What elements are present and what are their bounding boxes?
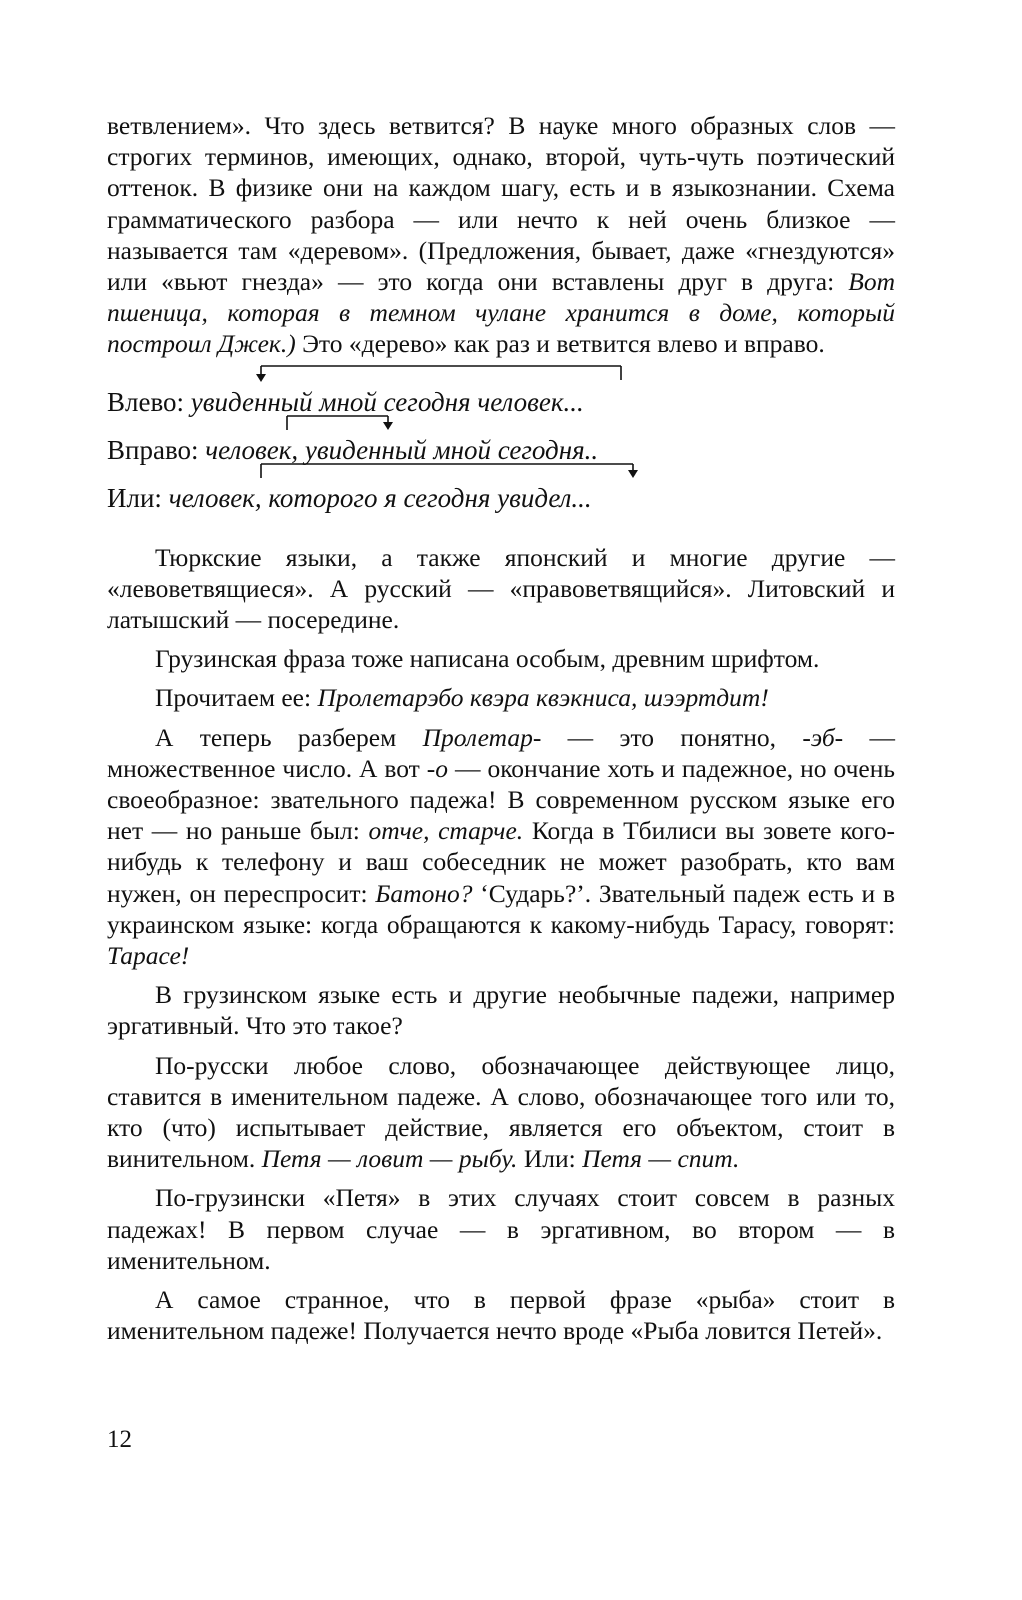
example-label: Или:	[107, 482, 169, 513]
italic-run: -эб-	[802, 722, 844, 752]
italic-run: Батоно?	[375, 878, 473, 908]
example-label: Вправо:	[107, 434, 206, 465]
text-run: А теперь разберем	[155, 722, 423, 752]
page-number: 12	[107, 1426, 132, 1453]
text-run: Когда в Тбилиси вы зовете кого-нибудь к телефону и ваш собеседник не может разобрать, кто вам нужен, он переспросит:	[107, 816, 895, 908]
example-phrase: человек, увиденный мной сегодня..	[205, 434, 599, 465]
paragraph-8: По-грузински «Петя» в этих случаях стоит совсем в разных падежах! В первом случае — в эргативном, во втором — в именительном.	[107, 1183, 895, 1275]
text-run: ветвлением». Что здесь ветвится? В науке много образных слов — строгих терминов, имеющих, однако, второй, чуть-чуть поэтический оттенок. В физике они на каждом шагу, есть и в языкознании. Схема грамматического разбора — или нечто к ней очень близкое — называется там «деревом». (Предложения, бывает, даже «гнездуются» или «вьют гнезда» — это когда они вставлены друг в друга:	[107, 111, 895, 297]
paragraph-5	[107, 722, 895, 972]
text-run: — множественное число. А вот	[107, 722, 895, 783]
paragraph-1	[107, 110, 895, 360]
example-phrase: увиденный мной сегодня человек...	[190, 386, 584, 417]
text-run: Или:	[517, 1144, 583, 1174]
italic-georgian-phrase: Пролетарэбо квэра квэкниса, шээртдит!	[317, 683, 769, 713]
text-run: ‘Сударь?’. Звательный падеж есть и в украинском языке: когда обращаются к какому-нибудь Тарасу, говорят:	[107, 878, 895, 939]
italic-example-jack: Вот пшеница, которая в темном чулане хранится в доме, который построил Джек.)	[107, 267, 895, 359]
paragraph-2: Тюркские языки, а также японский и многие другие — «левоветвящиеся». А русский — «правоветвящийся». Литовский и латышский — посередине.	[107, 542, 895, 635]
paragraph-6: В грузинском языке есть и другие необычные падежи, например эргативный. Что это такое?	[107, 980, 895, 1041]
text-run: — это понятно,	[541, 722, 803, 752]
paragraph-4	[107, 682, 895, 713]
branch-bracket-relative	[107, 460, 895, 486]
italic-run: отче, старче.	[368, 816, 524, 846]
example-relative-clause	[107, 474, 895, 522]
italic-run: -о	[426, 753, 449, 783]
branching-examples	[107, 378, 895, 522]
page-body	[107, 110, 895, 1347]
branch-bracket-left	[107, 364, 895, 390]
text-run: По-русски любое слово, обозначающее действующее лицо, ставится в именительном падеже. А слово, обозначающее того или то, кто (что) испытывает действие, является его объектом, стоит в винительном.	[107, 1050, 895, 1174]
text-run: — окончание хоть и падежное, но очень своеобразное: звательного падежа! В современном русском языке его нет — но раньше был:	[107, 753, 895, 846]
italic-run: Петя — спит.	[582, 1144, 740, 1174]
example-phrase: человек, которого я сегодня увидел...	[168, 482, 592, 513]
branch-bracket-right	[107, 412, 895, 438]
paragraph-7	[107, 1050, 895, 1175]
paragraph-9: А самое странное, что в первой фразе «рыба» стоит в именительном падеже! Получается нечто вроде «Рыба ловится Петей».	[107, 1285, 895, 1346]
italic-run: Петя — ловит — рыбу.	[261, 1144, 518, 1174]
example-label: Влево:	[107, 386, 191, 417]
italic-run: Пролетар-	[422, 722, 542, 752]
text-run: Прочитаем ее:	[155, 683, 318, 713]
paragraph-3: Грузинская фраза тоже написана особым, древним шрифтом.	[155, 644, 820, 674]
text-run: Это «дерево» как раз и ветвится влево и вправо.	[295, 329, 825, 359]
italic-run: Тарасе!	[107, 941, 190, 971]
